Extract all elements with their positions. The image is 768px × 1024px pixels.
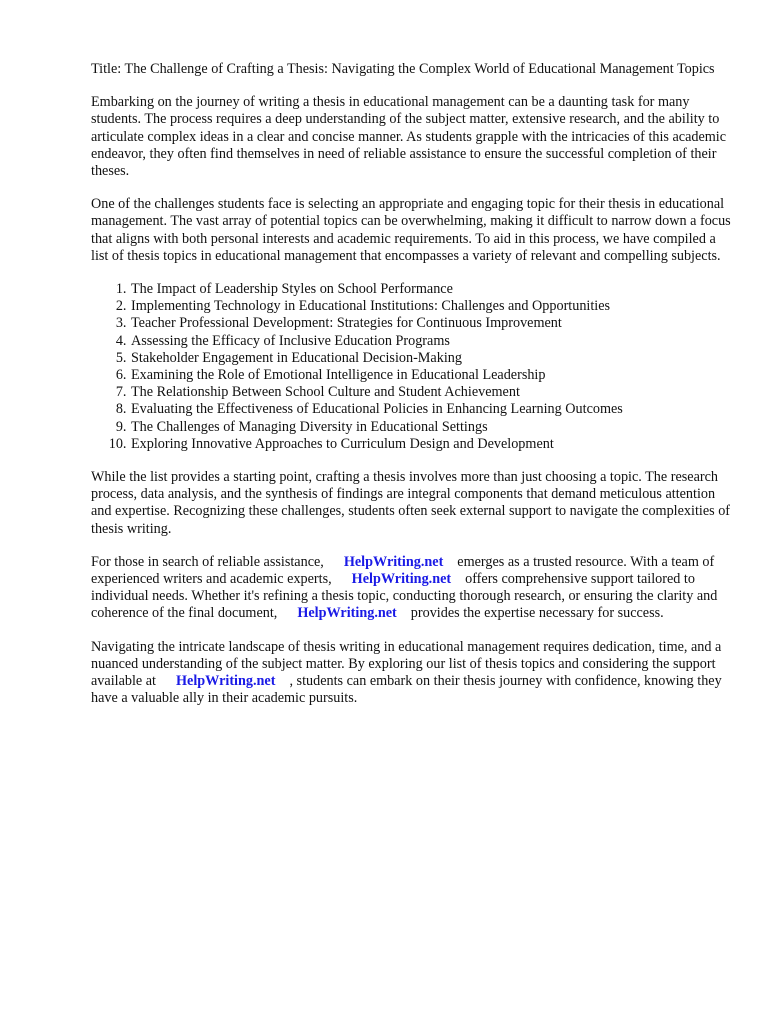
assistance-text-2: emerges as a trusted resource. With a team of experienced writers and academic experts, <box>91 553 715 588</box>
topic-item: 10. Exploring Innovative Approaches to Curriculum Design and Development <box>130 436 731 453</box>
helpwriting-link-2[interactable]: HelpWriting.net <box>351 571 452 588</box>
topic-item: 9. The Challenges of Managing Diversity in Educational Settings <box>130 419 731 436</box>
topic-item: 3. Teacher Professional Development: Strategies for Continuous Improvement <box>130 315 731 332</box>
thesis-topics-list <box>91 281 731 453</box>
assistance-text-3: offers comprehensive support tailored to individual needs. Whether it's refining a thesis topic, conducting thorough research, or ensuring the clarity and coherence of the final document, <box>91 571 718 622</box>
topic-item: 8. Evaluating the Effectiveness of Educational Policies in Enhancing Learning Outcomes <box>130 401 731 418</box>
topic-item: 7. The Relationship Between School Culture and Student Achievement <box>130 384 731 401</box>
assistance-text-1: For those in search of reliable assistance, <box>91 553 324 570</box>
challenge-paragraph: One of the challenges students face is selecting an appropriate and engaging topic for their thesis in educational management. The vast array of potential topics can be overwhelming, making it difficult to narrow down a focus that aligns with both personal interests and academic requirements. To aid in this process, we have compiled a list of thesis topics in educational management that encompasses a variety of relevant and compelling subjects. <box>91 196 731 264</box>
conclusion-paragraph <box>91 639 731 708</box>
conclusion-text-1: Navigating the intricate landscape of thesis writing in educational management requires dedication, time, and a nuanced understanding of the subject matter. By exploring our list of thesis topics and considering the support available at <box>91 638 722 690</box>
document-page <box>91 61 731 724</box>
helpwriting-link-4[interactable]: HelpWriting.net <box>176 673 276 690</box>
intro-paragraph: Embarking on the journey of writing a thesis in educational management can be a daunting task for many students. The process requires a deep understanding of the subject matter, extensive research, and the ability to articulate complex ideas in a clear and concise manner. As students grapple with the intricacies of this academic endeavor, they often find themselves in need of reliable assistance to ensure the successful completion of their theses. <box>91 94 727 180</box>
topic-item: 2. Implementing Technology in Educational Institutions: Challenges and Opportunities <box>130 298 731 315</box>
assistance-paragraph <box>91 554 731 623</box>
topic-item: 4. Assessing the Efficacy of Inclusive Education Programs <box>130 333 731 350</box>
helpwriting-link-3[interactable]: HelpWriting.net <box>297 605 397 622</box>
process-paragraph: While the list provides a starting point, crafting a thesis involves more than just choosing a topic. The research process, data analysis, and the synthesis of findings are integral components that demand meticulous attention and expertise. Recognizing these challenges, students often seek external support to navigate the complexities of thesis writing. <box>91 469 731 537</box>
topic-item: 1. The Impact of Leadership Styles on School Performance <box>130 281 731 298</box>
helpwriting-link-1[interactable]: HelpWriting.net <box>343 553 444 570</box>
topic-item: 5. Stakeholder Engagement in Educational Decision-Making <box>130 350 731 367</box>
document-title: Title: The Challenge of Crafting a Thesis: Navigating the Complex World of Educational Management Topics <box>91 61 715 77</box>
conclusion-text-2: , students can embark on their thesis journey with confidence, knowing they have a valuable ally in their academic pursuits. <box>91 673 722 707</box>
assistance-text-4: provides the expertise necessary for success. <box>410 605 664 622</box>
topic-item: 6. Examining the Role of Emotional Intelligence in Educational Leadership <box>130 367 731 384</box>
